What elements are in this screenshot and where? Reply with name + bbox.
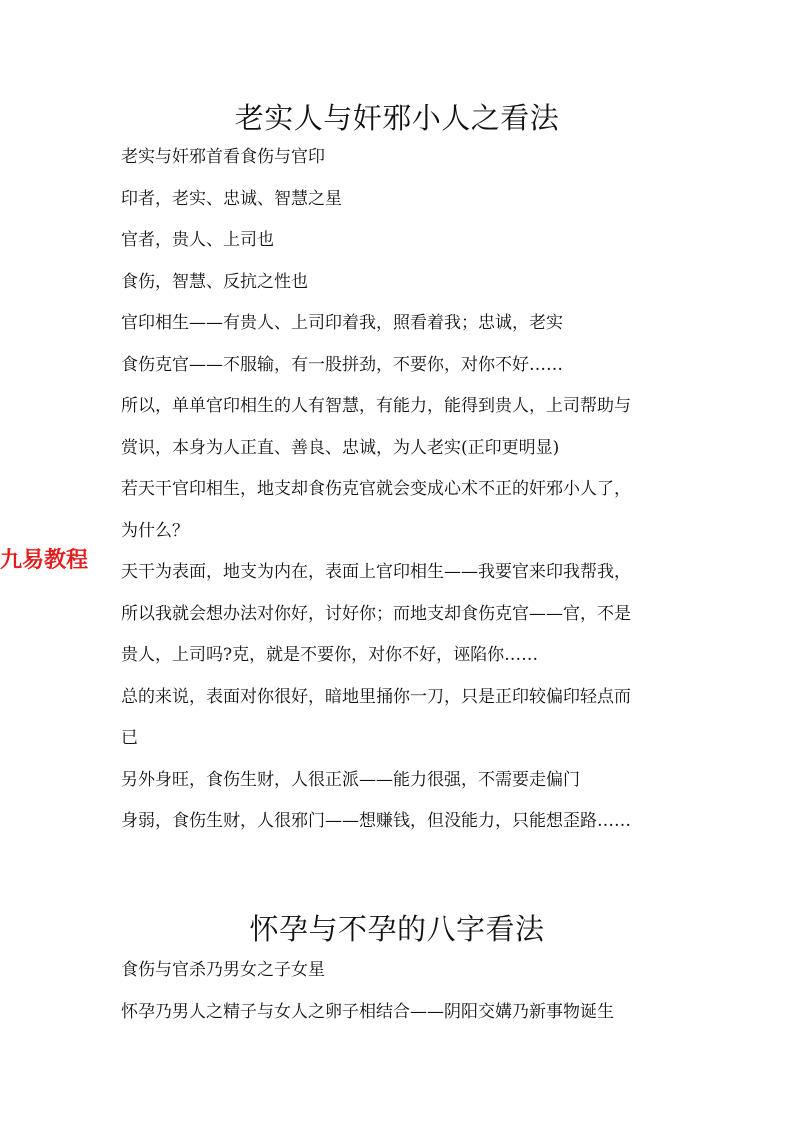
text-line: 天干为表面，地支为内在，表面上官印相生——我要官来印我帮我， — [121, 562, 631, 582]
watermark-logo: 九易教程 — [0, 548, 89, 573]
text-line: 赏识，本身为人正直、善良、忠诚，为人老实(正印更明显) — [121, 437, 560, 458]
text-line: 若天干官印相生，地支却食伤克官就会变成心术不正的奸邪小人了， — [121, 479, 631, 499]
section-1-title: 老实人与奸邪小人之看法 — [234, 101, 560, 135]
text-line: 印者，老实、忠诚、智慧之星 — [121, 188, 342, 209]
text-line: 官印相生——有贵人、上司印着我，照看着我；忠诚，老实 — [121, 313, 563, 333]
section-2-body — [121, 950, 681, 1033]
text-line: 贵人，上司吗?克，就是不要你，对你不好，诬陷你…… — [121, 645, 539, 665]
text-line: 老实与奸邪首看食伤与官印 — [121, 147, 325, 167]
text-line: 食伤与官杀乃男女之子女星 — [121, 960, 325, 980]
text-line: 为什么？ — [121, 520, 189, 541]
text-line: 怀孕乃男人之精子与女人之卵子相结合——阴阳交媾乃新事物诞生 — [121, 1001, 614, 1022]
text-line: 总的来说，表面对你很好，暗地里捅你一刀，只是正印较偏印轻点而 — [121, 686, 631, 707]
text-line: 食伤克官——不服输，有一股拼劲，不要你，对你不好…… — [121, 354, 563, 375]
section-2-title: 怀孕与不孕的八字看法 — [249, 912, 545, 946]
text-line: 身弱，食伤生财，人很邪门——想赚钱，但没能力，只能想歪路…… — [121, 811, 631, 831]
text-line: 食伤，智慧、反抗之性也 — [121, 271, 308, 292]
text-line: 另外身旺，食伤生财，人很正派——能力很强，不需要走偏门 — [121, 769, 580, 790]
text-line: 所以，单单官印相生的人有智慧，有能力，能得到贵人，上司帮助与 — [121, 396, 631, 416]
text-line: 官者，贵人、上司也 — [121, 230, 274, 250]
text-line: 所以我就会想办法对你好，讨好你；而地支却食伤克官——官，不是 — [121, 603, 631, 624]
text-line: 已 — [121, 728, 138, 748]
section-1-body — [121, 137, 681, 843]
